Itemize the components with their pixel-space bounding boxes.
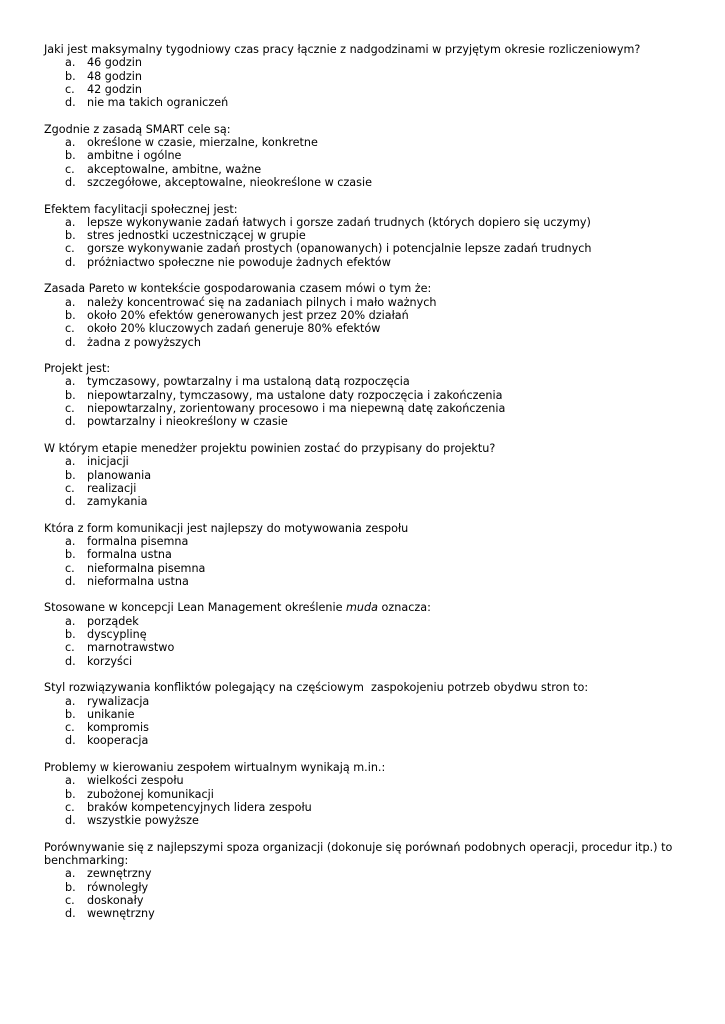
answer-option <box>44 535 704 548</box>
answer-letter: a. <box>65 56 76 70</box>
answer-letter: a. <box>65 774 76 788</box>
answer-letter: b. <box>65 628 76 642</box>
question-7 <box>44 522 704 588</box>
answer-text: dyscyplinę <box>87 628 147 642</box>
question-1 <box>44 43 704 109</box>
question-text: Jaki jest maksymalny tygodniowy czas pracy łącznie z nadgodzinami w przyjętym okresie rozliczeniowym? <box>44 43 641 56</box>
answer-option <box>44 708 704 721</box>
question-text: Która z form komunikacji jest najlepszy do motywowania zespołu <box>44 521 409 535</box>
answer-letter: a. <box>65 694 76 708</box>
answer-text: równoległy <box>87 880 149 894</box>
answer-letter: d. <box>65 734 76 748</box>
answer-text: korzyści <box>87 654 133 668</box>
answer-text: szczegółowe, akceptowalne, nieokreślone w czasie <box>87 175 372 189</box>
answer-letter: d. <box>65 255 76 269</box>
answer-text: tymczasowy, powtarzalny i ma ustaloną datą rozpoczęcia <box>87 375 410 389</box>
answer-option <box>44 83 704 96</box>
question-text-start: Stosowane w koncepcji Lean Management określenie <box>44 601 347 615</box>
answer-text: kompromis <box>87 721 149 735</box>
answer-letter: d. <box>65 907 76 921</box>
answer-list <box>44 867 704 920</box>
answer-text: rywalizacja <box>87 694 150 708</box>
answer-text: braków kompetencyjnych lidera zespołu <box>87 800 312 814</box>
answer-text: lepsze wykonywanie zadań łatwych i gorsze zadań trudnych (których dopiero się uczymy) <box>87 215 591 229</box>
answer-text: około 20% kluczowych zadań generuje 80% efektów <box>87 322 381 336</box>
answer-text: inicjacji <box>87 455 129 469</box>
question-9 <box>44 681 704 747</box>
answer-letter: d. <box>65 495 76 509</box>
answer-option <box>44 336 704 349</box>
answer-option <box>44 216 704 229</box>
answer-list <box>44 296 704 349</box>
answer-text: porządek <box>87 614 139 628</box>
answer-letter: b. <box>65 308 76 322</box>
answer-text: marnotrawstwo <box>87 641 175 655</box>
answer-letter: a. <box>65 215 76 229</box>
answer-letter: a. <box>65 295 76 309</box>
answer-letter: c. <box>65 561 75 575</box>
question-6 <box>44 442 704 508</box>
answer-option <box>44 495 704 508</box>
answer-letter: b. <box>65 69 76 83</box>
answer-list <box>44 615 704 668</box>
answer-text: unikanie <box>87 707 135 721</box>
answer-letter: d. <box>65 574 76 588</box>
answer-list <box>44 455 704 508</box>
question-8 <box>44 601 704 667</box>
answer-text: formalna pisemna <box>87 534 189 548</box>
answer-letter: b. <box>65 468 76 482</box>
answer-text: wielkości zespołu <box>87 774 184 788</box>
answer-letter: a. <box>65 534 76 548</box>
answer-option <box>44 229 704 242</box>
answer-option <box>44 628 704 641</box>
answer-text: wewnętrzny <box>87 907 155 921</box>
quiz-page <box>44 43 704 934</box>
answer-text: określone w czasie, mierzalne, konkretne <box>87 136 318 150</box>
answer-text: 48 godzin <box>87 69 142 83</box>
question-term-muda: muda <box>346 601 378 615</box>
question-text: Zasada Pareto w kontekście gospodarowania czasem mówi o tym że: <box>44 282 432 296</box>
answer-text: 46 godzin <box>87 56 142 70</box>
answer-option <box>44 482 704 495</box>
question-text: Styl rozwiązywania konfliktów polegający na częściowym zaspokojeniu potrzeb obydwu stron to: <box>44 681 589 695</box>
answer-text: próżniactwo społeczne nie powoduje żadnych efektów <box>87 255 391 269</box>
answer-option <box>44 96 704 109</box>
question-2 <box>44 123 704 189</box>
answer-option <box>44 70 704 83</box>
answer-option <box>44 309 704 322</box>
answer-text: 42 godzin <box>87 82 142 96</box>
question-5 <box>44 362 704 428</box>
answer-option <box>44 788 704 801</box>
answer-list <box>44 774 704 827</box>
answer-letter: c. <box>65 481 75 495</box>
answer-text: nie ma takich ograniczeń <box>87 96 229 110</box>
answer-option <box>44 814 704 827</box>
answer-text: formalna ustna <box>87 548 172 562</box>
answer-option <box>44 801 704 814</box>
answer-letter: b. <box>65 149 76 163</box>
answer-option <box>44 176 704 189</box>
answer-option <box>44 867 704 880</box>
answer-text: planowania <box>87 468 152 482</box>
answer-text: powtarzalny i nieokreślony w czasie <box>87 415 288 429</box>
answer-letter: b. <box>65 229 76 243</box>
answer-letter: a. <box>65 614 76 628</box>
answer-option <box>44 894 704 907</box>
answer-list <box>44 136 704 189</box>
answer-text: nieformalna pisemna <box>87 561 206 575</box>
answer-letter: d. <box>65 654 76 668</box>
answer-option <box>44 655 704 668</box>
question-10 <box>44 761 704 827</box>
question-text-end: oznacza: <box>377 601 431 615</box>
answer-list <box>44 56 704 109</box>
answer-letter: b. <box>65 707 76 721</box>
answer-option <box>44 641 704 654</box>
answer-option <box>44 774 704 787</box>
answer-option <box>44 907 704 920</box>
answer-option <box>44 562 704 575</box>
question-text: Efektem facylitacji społecznej jest: <box>44 202 238 216</box>
answer-letter: a. <box>65 455 76 469</box>
question-text: Projekt jest: <box>44 362 111 376</box>
answer-option <box>44 242 704 255</box>
answer-option <box>44 881 704 894</box>
question-text <box>44 601 704 614</box>
answer-option <box>44 136 704 149</box>
answer-option <box>44 256 704 269</box>
answer-letter: c. <box>65 641 75 655</box>
answer-option <box>44 149 704 162</box>
question-11 <box>44 841 704 921</box>
answer-letter: a. <box>65 375 76 389</box>
answer-option <box>44 548 704 561</box>
answer-text: gorsze wykonywanie zadań prostych (opanowanych) i potencjalnie lepsze zadań trudnych <box>87 242 592 256</box>
answer-letter: c. <box>65 322 75 336</box>
answer-letter: d. <box>65 415 76 429</box>
answer-letter: b. <box>65 787 76 801</box>
answer-text: kooperacja <box>87 734 149 748</box>
question-4 <box>44 282 704 348</box>
answer-text: nieformalna ustna <box>87 574 189 588</box>
answer-text: niepowtarzalny, zorientowany procesowo i ma niepewną datę zakończenia <box>87 402 506 416</box>
question-text: W którym etapie menedżer projektu powinien zostać do przypisany do projektu? <box>44 441 496 455</box>
answer-option <box>44 615 704 628</box>
answer-list <box>44 216 704 269</box>
answer-option <box>44 721 704 734</box>
answer-letter: b. <box>65 388 76 402</box>
answer-text: ambitne i ogólne <box>87 149 182 163</box>
answer-letter: b. <box>65 880 76 894</box>
answer-letter: d. <box>65 175 76 189</box>
answer-text: zubożonej komunikacji <box>87 787 214 801</box>
answer-list <box>44 695 704 748</box>
question-text: Porównywanie się z najlepszymi spoza organizacji (dokonuje się porównań podobnych operacji, procedur itp.) to benchmarking: <box>44 840 676 868</box>
answer-text: niepowtarzalny, tymczasowy, ma ustalone daty rozpoczęcia i zakończenia <box>87 388 503 402</box>
answer-letter: c. <box>65 82 75 96</box>
answer-letter: c. <box>65 894 75 907</box>
answer-option <box>44 415 704 428</box>
answer-text: doskonały <box>87 894 144 907</box>
answer-option <box>44 389 704 402</box>
question-text: Zgodnie z zasadą SMART cele są: <box>44 122 231 136</box>
answer-letter: c. <box>65 721 75 735</box>
answer-option <box>44 322 704 335</box>
question-text: Problemy w kierowaniu zespołem wirtualnym wynikają m.in.: <box>44 761 386 775</box>
answer-letter: c. <box>65 800 75 814</box>
answer-option <box>44 375 704 388</box>
answer-option <box>44 56 704 69</box>
answer-letter: a. <box>65 867 76 881</box>
answer-letter: d. <box>65 96 76 110</box>
answer-letter: c. <box>65 402 75 416</box>
answer-letter: d. <box>65 335 76 349</box>
answer-text: stres jednostki uczestniczącej w grupie <box>87 229 306 243</box>
question-3 <box>44 203 704 269</box>
answer-letter: b. <box>65 548 76 562</box>
answer-letter: c. <box>65 162 75 176</box>
answer-text: wszystkie powyższe <box>87 814 199 828</box>
answer-option <box>44 469 704 482</box>
answer-option <box>44 296 704 309</box>
answer-text: należy koncentrować się na zadaniach pilnych i mało ważnych <box>87 295 437 309</box>
answer-text: akceptowalne, ambitne, ważne <box>87 162 262 176</box>
answer-option <box>44 402 704 415</box>
answer-text: zewnętrzny <box>87 867 152 881</box>
answer-letter: d. <box>65 814 76 828</box>
answer-option <box>44 163 704 176</box>
answer-text: żadna z powyższych <box>87 335 201 349</box>
answer-option <box>44 734 704 747</box>
answer-list <box>44 375 704 428</box>
answer-text: realizacji <box>87 481 137 495</box>
answer-option <box>44 695 704 708</box>
answer-letter: c. <box>65 242 75 256</box>
answer-option <box>44 455 704 468</box>
answer-text: zamykania <box>87 495 148 509</box>
answer-list <box>44 535 704 588</box>
answer-option <box>44 575 704 588</box>
answer-letter: a. <box>65 136 76 150</box>
answer-text: około 20% efektów generowanych jest przez 20% działań <box>87 308 409 322</box>
